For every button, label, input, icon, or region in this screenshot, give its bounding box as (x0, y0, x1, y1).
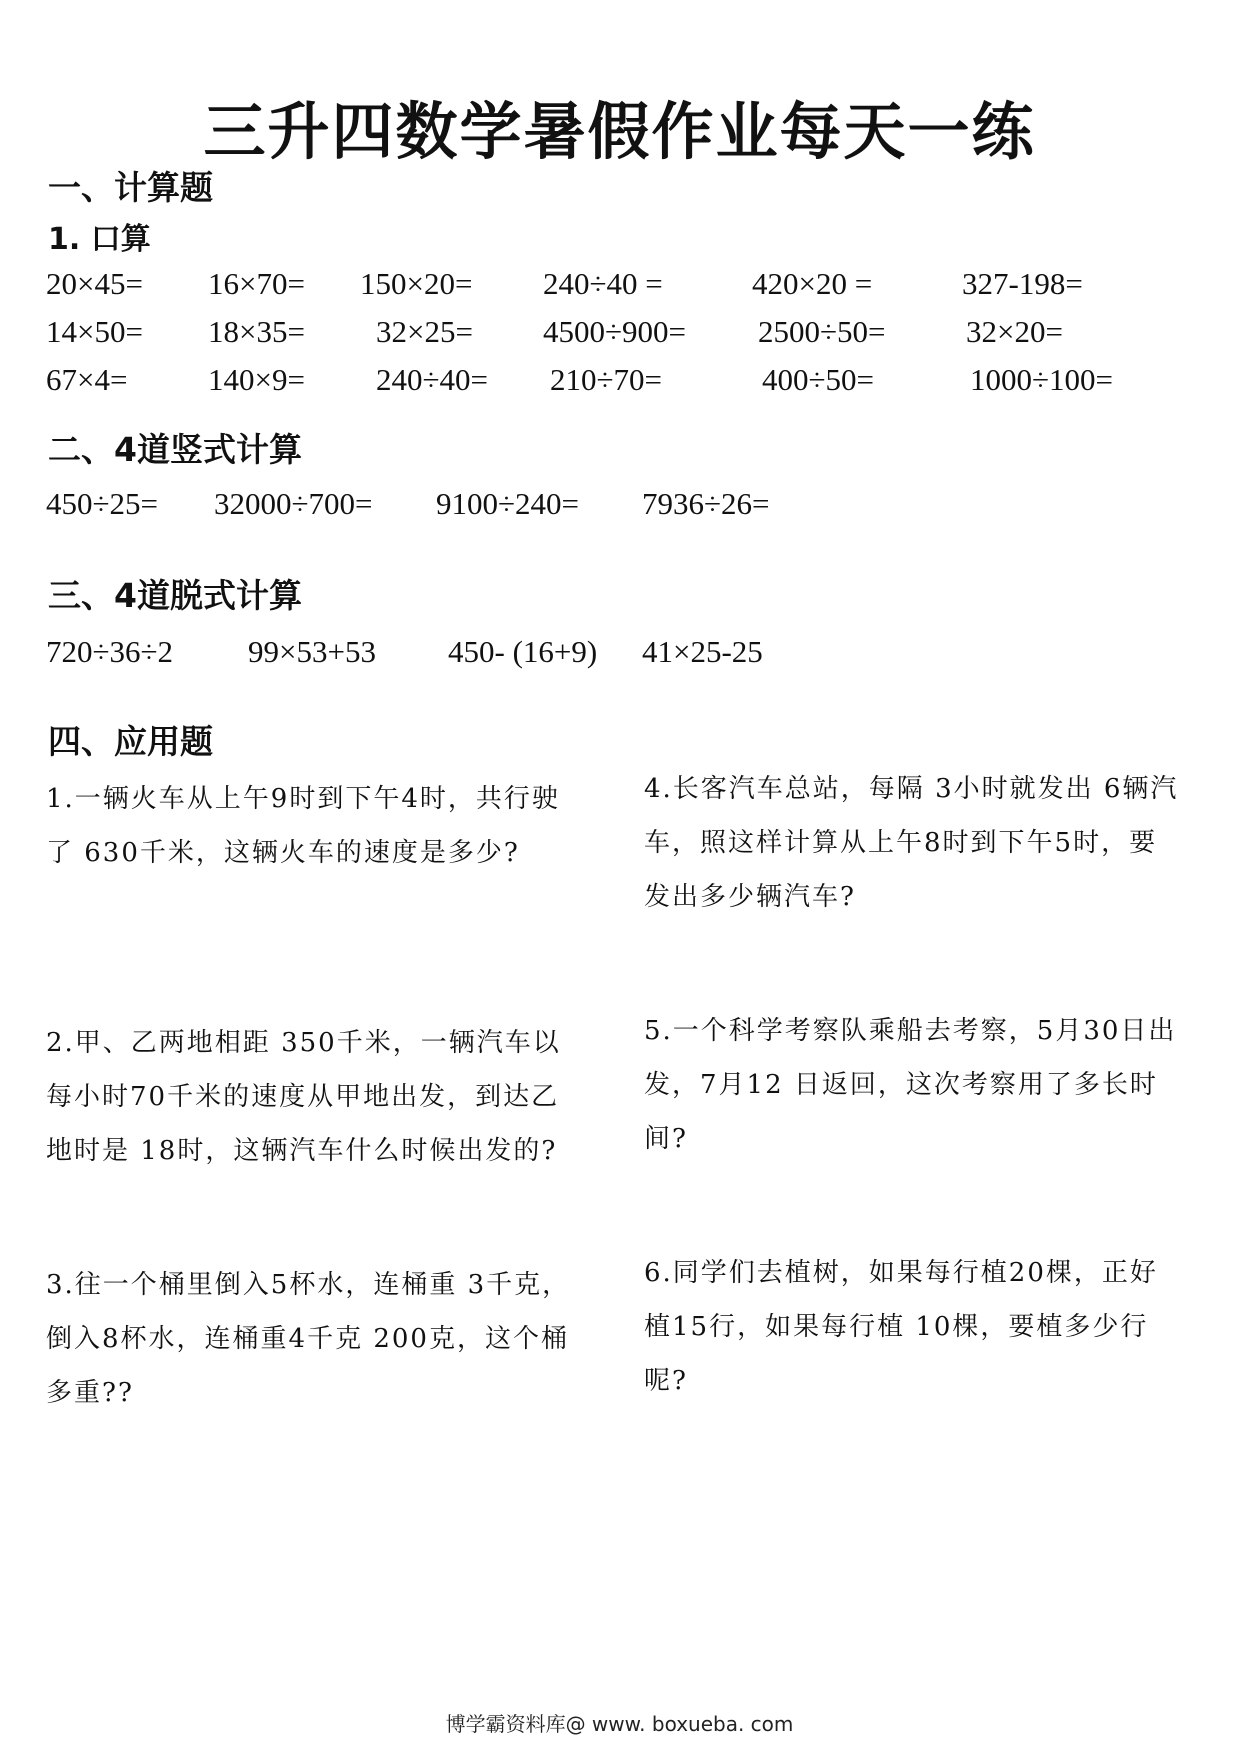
oral-expression: 240÷40 = (543, 266, 663, 301)
section-heading-calculation: 一、计算题 (48, 168, 213, 207)
oral-expression: 400÷50= (762, 362, 874, 397)
word-problem: 3.往一个桶里倒入5杯水，连桶重 3千克，倒入8杯水，连桶重4千克 200克，这个桶多重?? (46, 1270, 571, 1408)
footer-watermark: 博学霸资料库@ www. boxueba. com (445, 1712, 794, 1736)
oral-expression: 140×9= (208, 362, 305, 397)
word-problem: 5.一个科学考察队乘船去考察，5月30日出发，7月12 日返回，这次考察用了多长时间? (644, 1016, 1177, 1154)
page-title: 三升四数学暑假作业每天一练 (203, 95, 1036, 168)
word-problem: 6.同学们去植树，如果每行植20棵，正好植15行，如果每行植 10棵，要植多少行呢? (644, 1258, 1158, 1396)
oral-expression: 210÷70= (550, 362, 662, 397)
oral-expression: 240÷40= (376, 362, 488, 397)
section-heading-vertical-calculation: 二、4道竖式计算 (48, 430, 302, 469)
oral-expression: 420×20 = (752, 266, 873, 301)
vertical-expression: 32000÷700= (214, 486, 373, 521)
oral-expression: 150×20= (360, 266, 473, 301)
stepwise-expression: 450- (16+9) (448, 634, 598, 669)
vertical-expression: 9100÷240= (436, 486, 579, 521)
word-problem: 2.甲、乙两地相距 350千米，一辆汽车以每小时70千米的速度从甲地出发，到达乙地时是 18时，这辆汽车什么时候出发的? (46, 1028, 561, 1166)
stepwise-expression: 720÷36÷2 (46, 634, 174, 669)
stepwise-expression: 41×25-25 (642, 634, 763, 669)
oral-expression: 20×45= (46, 266, 143, 301)
oral-expression: 4500÷900= (543, 314, 686, 349)
oral-expression: 14×50= (46, 314, 143, 349)
vertical-expression: 450÷25= (46, 486, 158, 521)
word-problem: 1.一辆火车从上午9时到下午4时，共行驶了 630千米，这辆火车的速度是多少? (46, 784, 560, 868)
oral-expression: 18×35= (208, 314, 305, 349)
oral-expression: 32×25= (376, 314, 473, 349)
oral-expression: 16×70= (208, 266, 305, 301)
oral-expression: 1000÷100= (970, 362, 1113, 397)
subheading-oral-calculation: 1. 口算 (48, 222, 151, 257)
oral-expression: 327-198= (962, 266, 1083, 301)
oral-expression: 2500÷50= (758, 314, 886, 349)
oral-expression: 32×20= (966, 314, 1063, 349)
oral-expression: 67×4= (46, 362, 128, 397)
word-problem: 4.长客汽车总站，每隔 3小时就发出 6辆汽车，照这样计算从上午8时到下午5时，要发出多少辆汽车? (644, 774, 1179, 912)
section-heading-stepwise-calculation: 三、4道脱式计算 (48, 576, 302, 615)
vertical-expression: 7936÷26= (642, 486, 770, 521)
stepwise-expression: 99×53+53 (248, 634, 376, 669)
section-heading-word-problems: 四、应用题 (48, 722, 213, 761)
